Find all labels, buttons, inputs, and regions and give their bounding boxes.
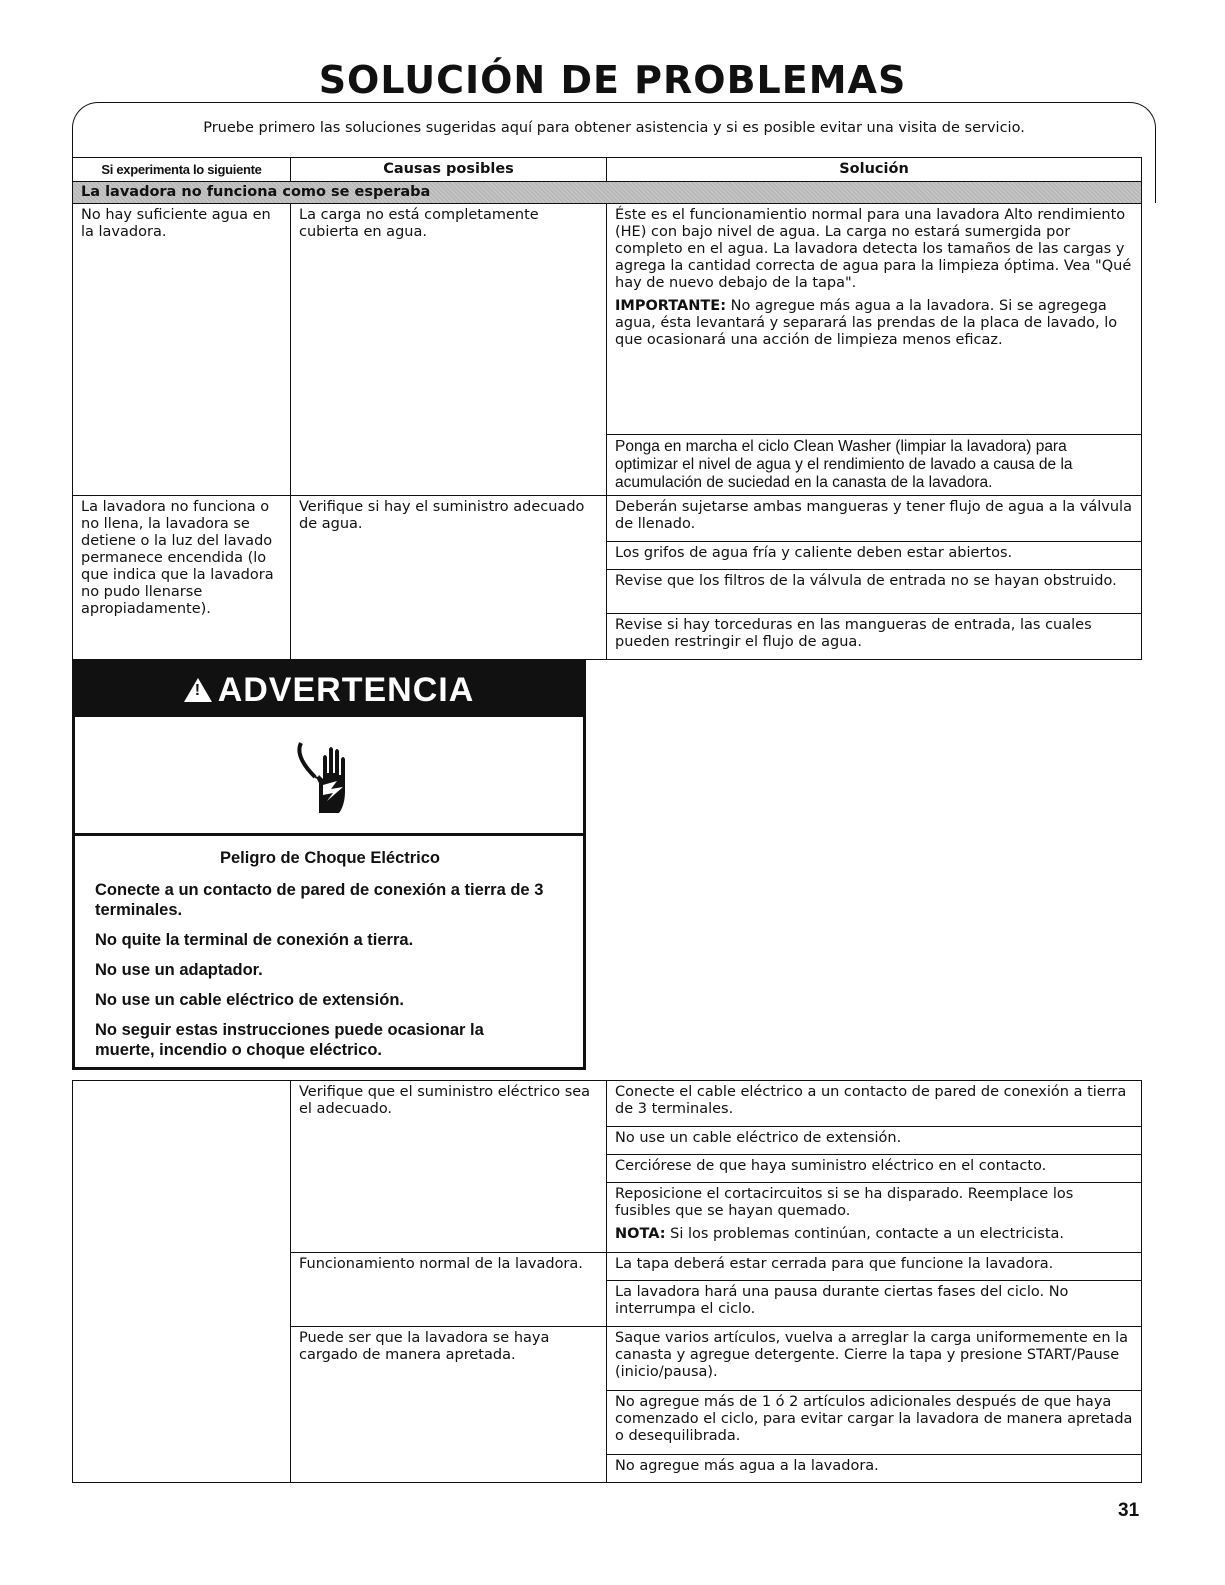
solution-cell <box>607 1183 1142 1253</box>
warning-triangle-icon: ! <box>184 678 212 702</box>
warning-body <box>75 836 583 1060</box>
warning-line: Conecte a un contacto de pared de conexión a tierra de 3 terminales. <box>95 881 544 919</box>
solution-cell: No agregue más agua a la lavadora. <box>607 1455 1142 1483</box>
header-causes: Causas posibles <box>291 158 607 182</box>
section-row <box>73 182 1142 204</box>
intro-text: Pruebe primero las soluciones sugeridas aquí para obtener asistencia y si es posible evitar una visita de servicio. <box>203 120 1025 136</box>
solution-cell: Saque varios artículos, vuelva a arreglar la carga uniformemente en la canasta y agregue detergente. Cierre la tapa y presione START/Pause (inicio/pausa). <box>607 1327 1142 1391</box>
header-solution: Solución <box>607 158 1142 182</box>
symptom-cell: La lavadora no funciona o no llena, la lavadora se detiene o la luz del lavado permanece encendida (lo que indica que la lavadora no pudo llenarse apropiadamente). <box>73 496 291 660</box>
warning-icon-area <box>75 717 583 836</box>
solution-cell: La lavadora hará una pausa durante ciertas fases del ciclo. No interrumpa el ciclo. <box>607 1281 1142 1327</box>
troubleshooting-table-1 <box>72 157 1142 660</box>
warning-heading: ADVERTENCIA <box>217 670 475 709</box>
cause-cell: Puede ser que la lavadora se haya cargado de manera apretada. <box>291 1327 607 1483</box>
warning-header <box>75 663 583 717</box>
symptom-cell <box>73 1081 291 1483</box>
section-title: La lavadora no funciona como se esperaba <box>73 182 1142 204</box>
solution-cell <box>607 204 1142 435</box>
page-title: SOLUCIÓN DE PROBLEMAS <box>318 58 907 102</box>
warning-line: No seguir estas instrucciones puede ocasionar la muerte, incendio o choque eléctrico. <box>95 1021 484 1059</box>
solution-cell: No use un cable eléctrico de extensión. <box>607 1127 1142 1155</box>
note <box>615 1226 1133 1243</box>
warning-subtitle: Peligro de Choque Eléctrico <box>219 849 441 867</box>
solution-cell: Revise que los filtros de la válvula de entrada no se hayan obstruido. <box>607 570 1142 614</box>
table-header-row <box>73 158 1142 182</box>
table-row <box>73 1081 1142 1127</box>
important-label: IMPORTANTE: <box>615 298 727 314</box>
table-row <box>73 204 1142 435</box>
solution-cell: Los grifos de agua fría y caliente deben estar abiertos. <box>607 542 1142 570</box>
solution-cell: Cerciórese de que haya suministro eléctrico en el contacto. <box>607 1155 1142 1183</box>
cause-cell: Verifique si hay el suministro adecuado de agua. <box>291 496 607 660</box>
note-text: Si los problemas continúan, contacte a un electricista. <box>665 1226 1065 1242</box>
solution-text: Éste es el funcionamientio normal para una lavadora Alto rendimiento (HE) con bajo nivel de agua. La carga no estará sumergida por completo en el agua. La lavadora detecta los tamaños de las cargas y agrega la cantidad correcta de agua para la limpieza óptima. Vea "Qué hay de nuevo debajo de la tapa". <box>615 207 1132 291</box>
warning-box <box>72 660 586 1070</box>
solution-cell: Ponga en marcha el ciclo Clean Washer (limpiar la lavadora) para optimizar el nivel de agua y el rendimiento de lavado a causa de la acumulación de suciedad en la canasta de la lavadora. <box>607 435 1142 496</box>
symptom-cell: No hay suficiente agua en la lavadora. <box>73 204 291 496</box>
solution-cell: No agregue más de 1 ó 2 artículos adicionales después de que haya comenzado el ciclo, para evitar cargar la lavadora de manera apretada o desequilibrada. <box>607 1391 1142 1455</box>
solution-cell: La tapa deberá estar cerrada para que funcione la lavadora. <box>607 1253 1142 1281</box>
note-label: NOTA: <box>615 1226 666 1242</box>
header-symptom: Si experimenta lo siguiente <box>73 158 291 182</box>
electric-shock-hand-icon <box>293 735 365 815</box>
cause-cell: Verifique que el suministro eléctrico sea el adecuado. <box>291 1081 607 1253</box>
important-text: No agregue más agua a la lavadora. Si se agregega agua, ésta levantará y separará las prendas de la placa de lavado, lo que ocasionará una acción de limpieza menos eficaz. <box>615 298 1118 348</box>
cause-cell: La carga no está completamente cubierta en agua. <box>291 204 607 496</box>
solution-cell: Revise si hay torceduras en las mangueras de entrada, las cuales pueden restringir el flujo de agua. <box>607 614 1142 660</box>
solution-cell: Conecte el cable eléctrico a un contacto de pared de conexión a tierra de 3 terminales. <box>607 1081 1142 1127</box>
solution-text: Reposicione el cortacircuitos si se ha disparado. Reemplace los fusibles que se hayan quemado. <box>615 1186 1074 1219</box>
solution-cell: Deberán sujetarse ambas mangueras y tener flujo de agua a la válvula de llenado. <box>607 496 1142 542</box>
table-row <box>73 496 1142 542</box>
warning-line: No quite la terminal de conexión a tierra. <box>95 931 414 949</box>
warning-line: No use un adaptador. <box>95 961 263 979</box>
warning-line: No use un cable eléctrico de extensión. <box>95 991 405 1009</box>
important-note <box>615 298 1133 349</box>
page-number: 31 <box>1118 1500 1140 1521</box>
cause-cell: Funcionamiento normal de la lavadora. <box>291 1253 607 1327</box>
troubleshooting-table-2 <box>72 1080 1142 1483</box>
